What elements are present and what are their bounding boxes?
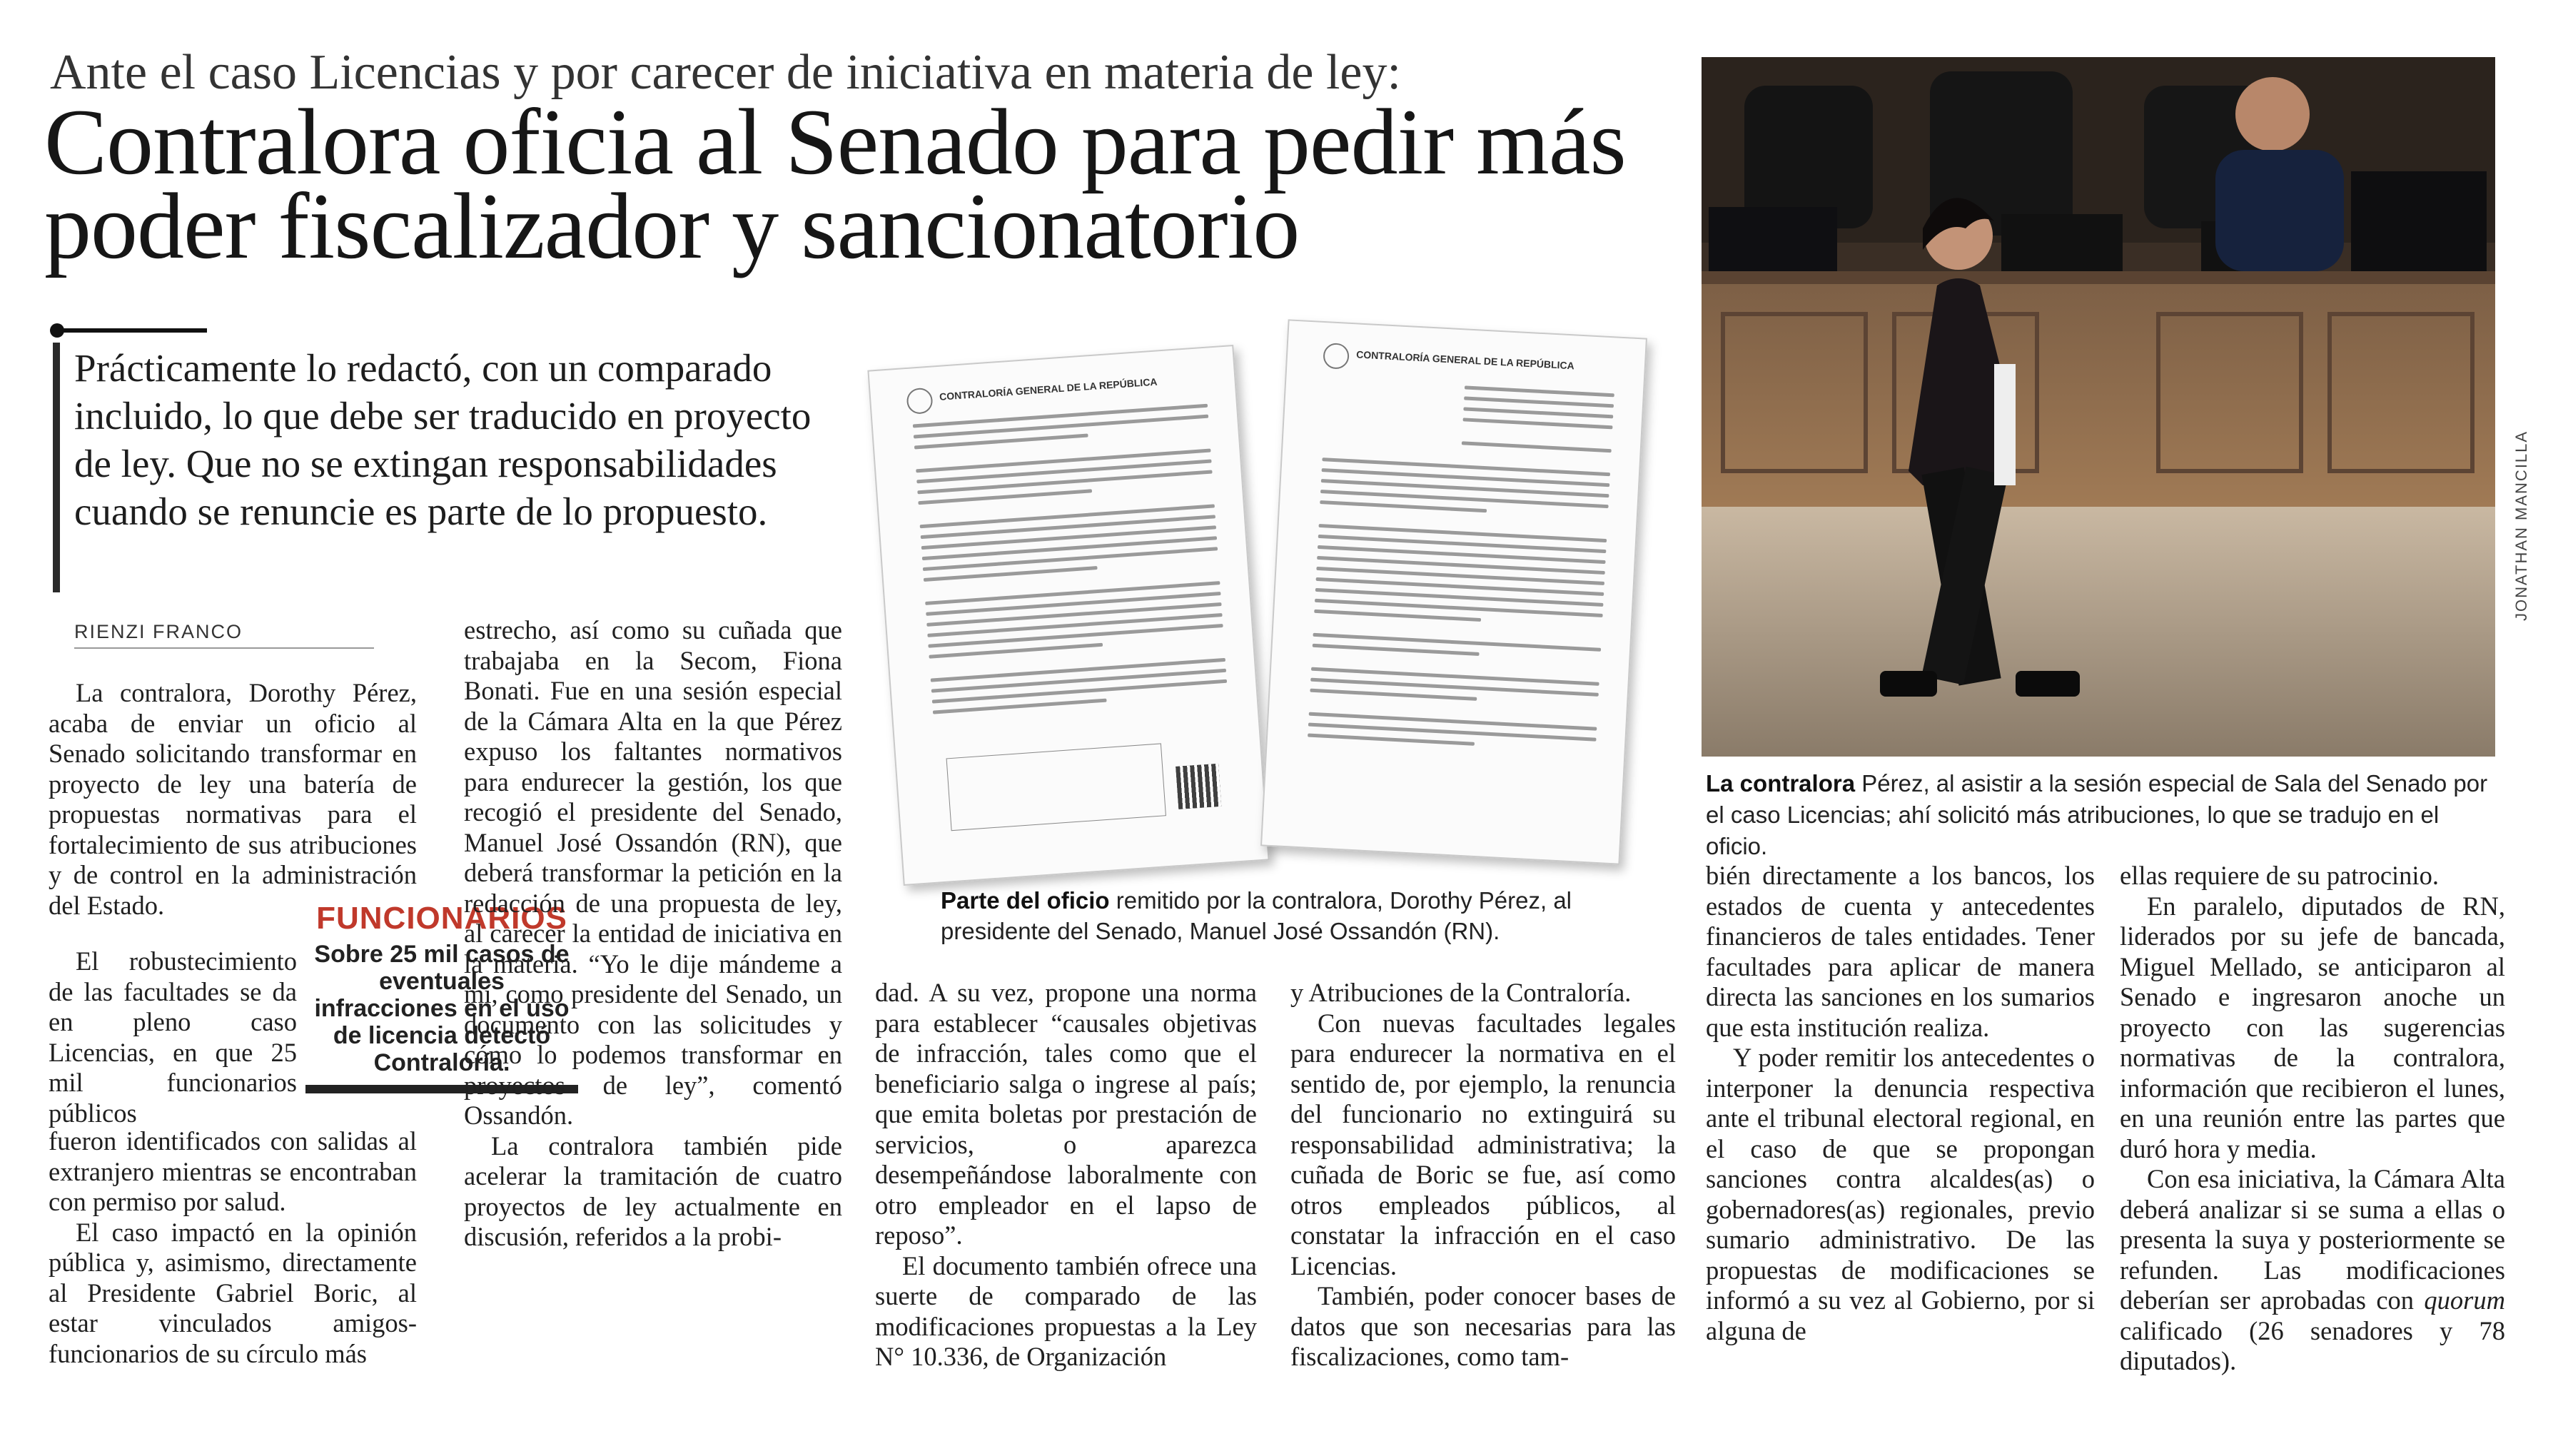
paragraph: Con nuevas facultades legales para endurecer la normativa en el sentido de, por ejemplo, la renuncia del funcionario no extinguirá su responsabilidad administrativa; la cuñada de Boric se fue, así como otros empleados públicos, al constatar la infracción en el caso Licencias. xyxy=(1290,1008,1676,1280)
paragraph: bién directamente a los bancos, los estados de cuenta y antecedentes financieros de tales entidades. Tener facultades para aplicar de manera directa las sanciones en los sumarios que esta institución realiza. xyxy=(1706,861,2095,1042)
photo xyxy=(1702,57,2495,757)
paragraph: La contralora también pide acelerar la tramitación de cuatro proyectos de ley actualmente en discusión, referidos a la probi- xyxy=(464,1131,842,1251)
paragraph: En paralelo, diputados de RN, liderados por su jefe de bancada, Miguel Mellado, se anticiparon al Senado e ingresaron anoche un proyecto con las sugerencias normativas de la contralora, información que recibieron el lunes, en una reunión entre las partes que duró hora y media. xyxy=(2120,891,2505,1163)
qr-code-icon xyxy=(1176,764,1221,809)
sidebar-label: FUNCIONARIOS xyxy=(316,901,567,936)
kicker: Ante el caso Licencias y por carecer de iniciativa en materia de ley: xyxy=(50,45,1401,100)
seal-icon xyxy=(1323,343,1350,370)
paragraph: fueron identificados con salidas al extranjero mientras se encontraban con permiso por salud. xyxy=(49,1126,417,1216)
body-column-4 xyxy=(1290,978,1676,1372)
paragraph: ellas requiere de su patrocinio. xyxy=(2120,861,2439,890)
byline: RIENZI FRANCO xyxy=(74,621,374,649)
photo-caption-bold: La contralora xyxy=(1706,770,1856,797)
body-column-6 xyxy=(2120,861,2505,1377)
photo-caption-text: Pérez, al asistir a la sesión especial de Sala del Senado por el caso Licencias; ahí solicitó más atribuciones, lo que se tradujo en el oficio. xyxy=(1706,770,2488,859)
body-column-2 xyxy=(464,615,842,1253)
paragraph: Y poder remitir los antecedentes o interponer la denuncia respectiva ante el tribunal electoral regional, en el caso de que se propongan sanciones contra alcaldes(as) o gobernadores(as) regionales, previo sumario administrativo. De las propuestas de modificaciones se informó a su vez al Gobierno, por si alguna de xyxy=(1706,1043,2095,1345)
headline: Contralora oficia al Senado para pedir más poder fiscalizador y sancionatorio xyxy=(44,89,1626,278)
seal-icon xyxy=(906,388,933,415)
sidebar-text: Sobre 25 mil casos de eventuales infracciones en el uso de licencia detectó Contraloría. xyxy=(314,941,570,1076)
document-caption xyxy=(941,885,1654,946)
paragraph: El caso impactó en la opinión pública y, asimismo, directamente al Presidente Gabriel Boric, al estar vinculados amigos-funcionarios de su círculo más xyxy=(49,1217,417,1368)
paragraph: dad. A su vez, propone una norma para establecer “causales objetivas de infracción, tales como que el beneficiario salga o ingrese al país; que emita boletas por prestación de servicios, o aparezca desempeñándose laboralmente con otro empleador en el lapso de reposo”. xyxy=(875,978,1257,1250)
body-column-1-bottom xyxy=(49,1126,417,1369)
document-header: CONTRALORÍA GENERAL DE LA REPÚBLICA xyxy=(1355,348,1575,372)
paragraph: El documento también ofrece una suerte de comparado de las modificaciones propuestas a la Ley N° 10.336, de Organización xyxy=(875,1250,1257,1371)
document-caption-text: remitido por la contralora, Dorothy Pérez, al presidente del Senado, Manuel José Ossandón (RN). xyxy=(941,887,1572,944)
deck-bar xyxy=(53,343,60,592)
paragraph xyxy=(2120,1164,2505,1377)
photo-credit: JONATHAN MANCILLA xyxy=(2512,430,2530,621)
paragraph: y Atribuciones de la Contraloría. xyxy=(1290,978,1632,1007)
paragraph-text: calificado (26 senadores y 78 diputados). xyxy=(2120,1315,2505,1375)
paragraph: El robustecimiento de las facultades se da en pleno caso Licencias, en que 25 mil funcionarios públicos xyxy=(49,946,297,1128)
body-column-5 xyxy=(1706,861,2095,1346)
body-column-1-top xyxy=(49,678,417,921)
deck: Prácticamente lo redactó, con un comparado incluido, lo que debe ser traducido en proyecto de ley. Que no se extingan responsabilidades cuando se renuncie es parte de lo propuesto. xyxy=(74,346,812,533)
document-figure xyxy=(856,314,1699,899)
paragraph: estrecho, así como su cuñada que trabajaba en la Secom, Fiona Bonati. Fue en una sesión especial de la Cámara Alta en la que Pérez expuso los faltantes normativos para endurecer la gestión, los que recogió el presidente del Senado, Manuel José Ossandón (RN), que deberá transformar la petición en la redacción de una propuesta de ley, al carecer la entidad de iniciativa en la materia. “Yo le dije mándeme a mí, como presidente del Senado, un documento con las solicitudes y cómo lo podemos transformar en proyectos de ley”, comentó Ossandón. xyxy=(464,615,842,1130)
paragraph: También, poder conocer bases de datos que son necesarias para las fiscalizaciones, como tam- xyxy=(1290,1281,1676,1371)
body-column-3 xyxy=(875,978,1257,1372)
document-page-2 xyxy=(1260,319,1647,864)
paragraph-text: Con esa iniciativa, la Cámara Alta deberá analizar si se suma a ellas o presenta la suya y posteriormente se refunden. Las modificaciones deberían ser aprobadas con xyxy=(2120,1164,2505,1315)
document-page-1 xyxy=(867,345,1269,886)
document-stamp xyxy=(946,743,1166,831)
photo-illustration xyxy=(1702,57,2495,757)
paragraph: La contralora, Dorothy Pérez, acaba de enviar un oficio al Senado solicitando transformar en proyecto de ley una batería de propuestas normativas para el fortalecimiento de sus atribuciones y de control en la administración del Estado. xyxy=(49,678,417,920)
body-column-1-wrap xyxy=(49,946,297,1128)
document-header: CONTRALORÍA GENERAL DE LA REPÚBLICA xyxy=(939,375,1158,403)
document-caption-bold: Parte del oficio xyxy=(941,887,1110,914)
headline-rule xyxy=(53,328,207,333)
emphasis-quorum: quorum xyxy=(2424,1285,2505,1315)
photo-caption xyxy=(1706,768,2498,862)
